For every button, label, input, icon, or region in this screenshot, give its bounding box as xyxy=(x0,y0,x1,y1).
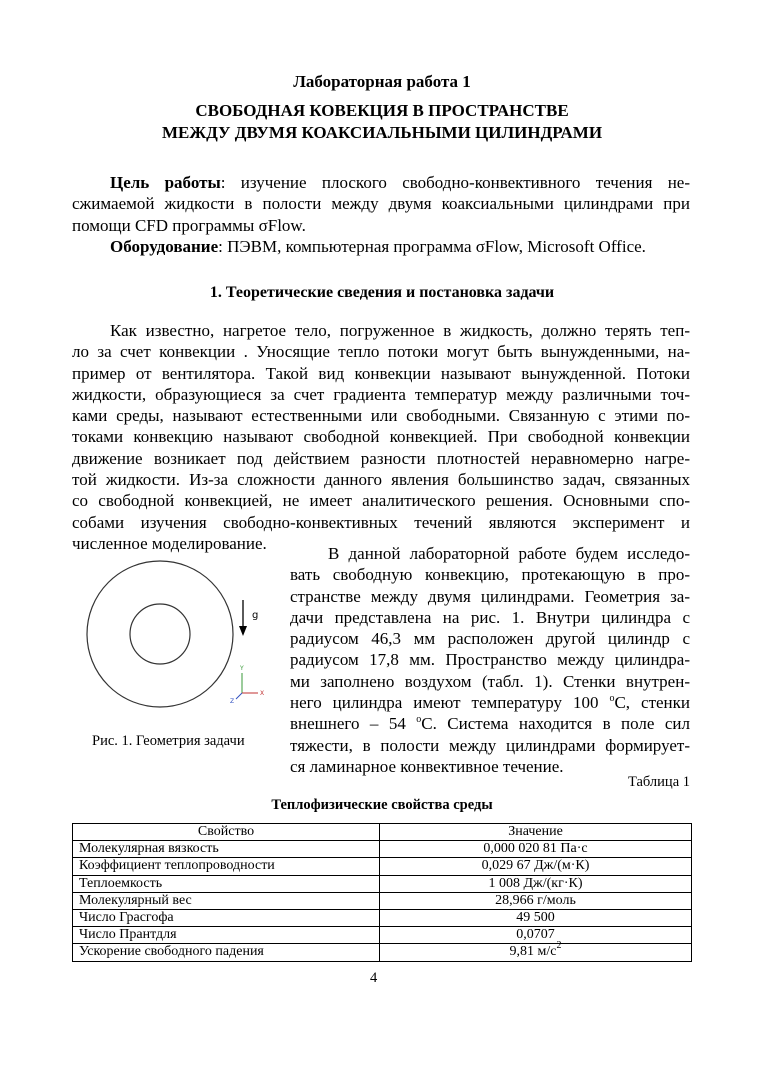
goal-line-2: сжимаемой жидкости в полости между двумя коаксиальными цилиндрами при xyxy=(72,194,690,214)
table-header-row xyxy=(73,824,692,841)
problem-line: странстве между двумя цилиндрами. Геометрия за- xyxy=(290,586,690,606)
header-value: Значение xyxy=(380,824,692,841)
main-title-line-1: СВОБОДНАЯ КОВЕКЦИЯ В ПРОСТРАНСТВЕ xyxy=(195,101,569,120)
inner-cylinder-circle xyxy=(130,604,190,664)
table-row: Теплоемкость 1 008 Дж/(кг·К) xyxy=(73,875,692,892)
table-row: Молекулярный вес 28,966 г/моль xyxy=(73,892,692,909)
intro-line: собами изучения свободно-конвективных течений являются эксперимент и xyxy=(72,512,690,532)
table-row: Ускорение свободного падения 9,81 $м/с^2$ xyxy=(73,944,692,961)
table-row: Число Прантдля 0,0707 xyxy=(73,927,692,944)
intro-paragraph xyxy=(72,320,690,554)
outer-cylinder-circle xyxy=(87,561,233,707)
table-row: Коэффициент теплопроводности 0,029 67 Дж/(м·К) xyxy=(73,858,692,875)
goal-paragraph xyxy=(72,172,690,257)
properties-table xyxy=(72,823,692,962)
problem-line: радиусом 46,3 мм расположен другой цилиндр с xyxy=(290,629,690,649)
equipment-text: : ПЭВМ, компьютерная программа σFlow, Microsoft Office. xyxy=(218,236,646,256)
table-row: Число Грасгофа 49 500 xyxy=(73,909,692,926)
problem-line: радиусом 17,8 мм. Пространство между цилиндра- xyxy=(290,650,690,670)
intro-line: со свободной конвекцией, не имеет аналитического решения. Основными спо- xyxy=(72,491,690,511)
axis-x-label: X xyxy=(260,690,265,697)
main-title-line-2: МЕЖДУ ДВУМЯ КОАКСИАЛЬНЫМИ ЦИЛИНДРАМИ xyxy=(161,123,603,142)
equipment-label: Оборудование xyxy=(110,236,219,256)
axis-z-label: Z xyxy=(230,698,235,705)
problem-line-temperature-outer: внешнего – 54 $^o$С. Система находится в поле сил xyxy=(290,714,690,734)
goal-label: Цель работы xyxy=(110,173,221,192)
header-property: Свойство xyxy=(73,824,380,841)
table-label: Таблица 1 xyxy=(627,774,690,790)
problem-paragraph xyxy=(290,543,690,777)
goal-line-1 xyxy=(72,172,690,193)
table-title: Теплофизические свойства среды xyxy=(271,797,493,813)
intro-line: движение возникает под действием разности плотностей неравномерно нагре- xyxy=(72,448,690,468)
problem-line: ся ламинарное конвективное течение. xyxy=(290,756,564,776)
problem-line: вать свободную конвекцию, протекающую в про- xyxy=(290,565,690,585)
main-title xyxy=(72,100,692,144)
lab-title: Лабораторная работа 1 xyxy=(293,72,471,91)
axis-triad-icon xyxy=(236,673,258,699)
intro-line: пример от вентилятора. Такой вид конвекции называют вынужденной. Потоки xyxy=(72,363,690,383)
gravity-label: g xyxy=(252,610,259,621)
intro-line: токами конвекцию называют свободной конвекцией. При свободной конвекции xyxy=(72,427,690,447)
goal-text-1: : изучение плоского свободно-конвективного течения не- xyxy=(220,173,691,192)
intro-line: численное моделирование. xyxy=(72,533,267,553)
intro-line: жидкости, образующиеся за счет градиента температур между различными точ- xyxy=(72,384,690,404)
axis-y-label: Y xyxy=(240,665,244,672)
problem-line: ми заполнено воздухом (табл. 1). Стенки внутрен- xyxy=(290,671,690,691)
problem-line-temperature: него цилиндра имеют температуру 100 $^o$С, стенки xyxy=(290,693,690,713)
intro-line: Как известно, нагретое тело, погруженное в жидкость, должно терять теп- xyxy=(110,321,690,340)
goal-line-3: помощи CFD программы σFlow. xyxy=(72,215,306,235)
gravity-arrow-icon xyxy=(239,600,247,636)
table-row: Молекулярная вязкость 0,000 020 81 Па·с xyxy=(73,841,692,858)
equipment-line xyxy=(72,236,690,257)
intro-line: ками среды, называют естественными или свободными. Связанную с этими по- xyxy=(72,406,690,426)
section-heading: 1. Теоретические сведения и постановка задачи xyxy=(209,284,555,301)
problem-line: дачи представлена на рис. 1. Внутри цилиндра с xyxy=(290,607,690,627)
problem-line: В данной лабораторной работе будем исследо- xyxy=(328,544,690,563)
geometry-figure xyxy=(72,560,272,760)
figure-caption: Рис. 1. Геометрия задачи xyxy=(92,733,245,749)
problem-line: тяжести, в полости между цилиндрами формирует- xyxy=(290,735,690,755)
page-number: 4 xyxy=(370,970,378,986)
intro-line: той жидкости. Из-за сложности данного явления большинство задач, связанных xyxy=(72,470,690,490)
intro-line: ло за счет конвекции . Уносящие тепло потоки могут быть вынужденными, на- xyxy=(72,342,690,362)
